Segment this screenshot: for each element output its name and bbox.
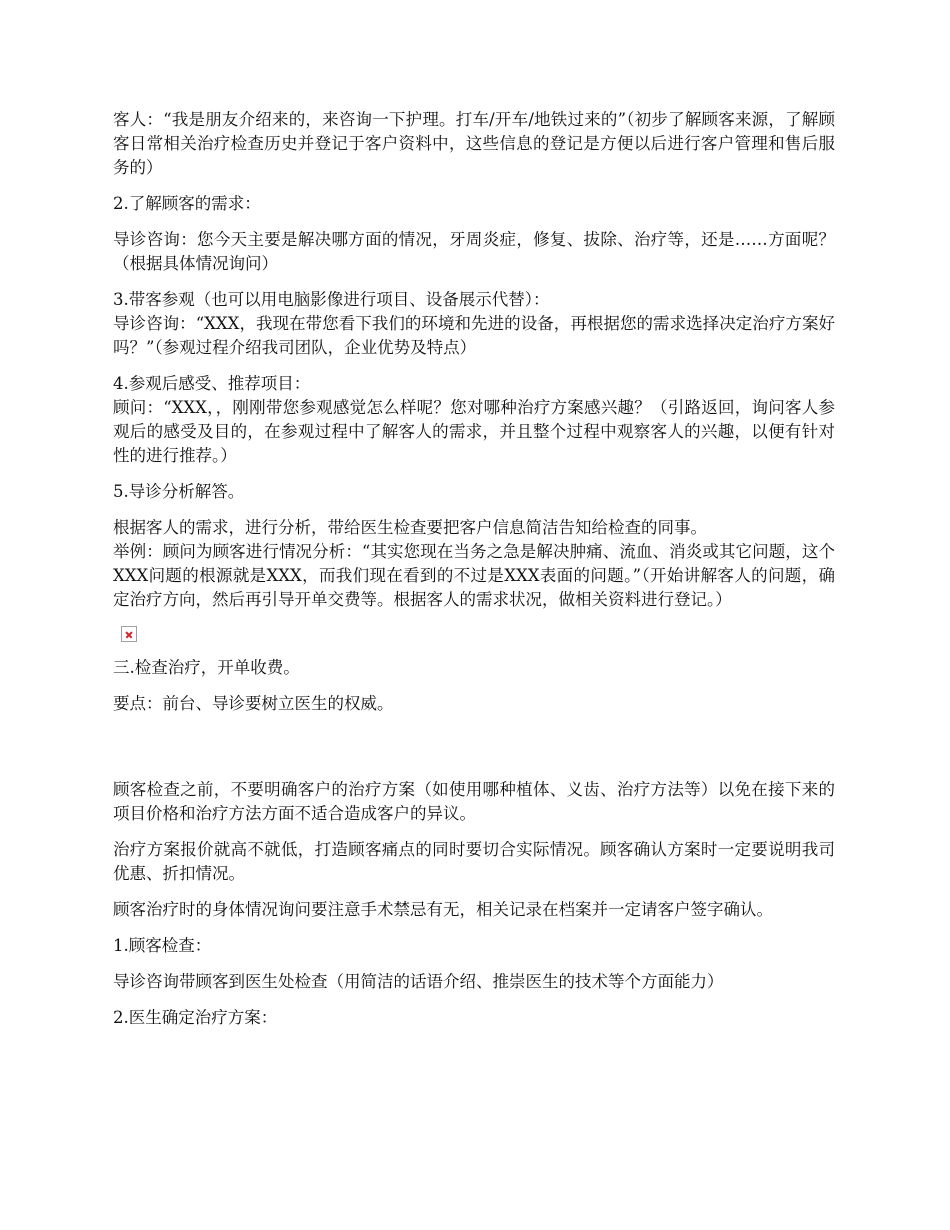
paragraph-recommend: 顾问：“XXX，，刚刚带您参观感觉怎么样呢？您对哪种治疗方案感兴趣？（引路返回，询问客人参观后的感受及目的，在参观过程中了解客人的需求，并且整个过程中观察客人的兴趣，以便有针对性的进行推荐。） <box>113 398 835 465</box>
heading-customer-exam: 1.顾客检查： <box>113 936 212 955</box>
heading-understand-needs: 2.了解顾客的需求： <box>113 194 261 213</box>
paragraph-doctor-exam: 导诊咨询带顾客到医生处检查（用简洁的话语介绍、推崇医生的技术等个方面能力） <box>113 972 724 991</box>
heading-treatment-plan: 2.医生确定治疗方案： <box>113 1008 278 1027</box>
paragraph-pricing: 治疗方案报价就高不就低，打造顾客痛点的同时要切合实际情况。顾客确认方案时一定要说明我司优惠、折扣情况。 <box>113 840 835 883</box>
paragraph-consult-needs: 导诊咨询：您今天主要是解决哪方面的情况，牙周炎症，修复、拔除、治疗等，还是……方面呢？（根据具体情况询问） <box>113 230 835 273</box>
heading-analysis: 5.导诊分析解答。 <box>113 482 245 501</box>
heading-exam-treatment: 三.检查治疗，开单收费。 <box>113 658 300 677</box>
spacer <box>113 728 835 778</box>
paragraph-analysis-example: 举例：顾问为顾客进行情况分析：“其实您现在当务之急是解决肿痛、流血、消炎或其它问题，这个XXX问题的根源就是XXX，而我们现在看到的不过是XXX表面的问题。”（开始讲解客人的问题，确定治疗方向，然后再引导开单交费等。根据客人的需求状况，做相关资料进行登记。） <box>113 542 835 609</box>
paragraph-tour-consult: 导诊咨询：“XXX，我现在带您看下我们的环境和先进的设备，再根据您的需求选择决定治疗方案好吗？”（参观过程介绍我司团队，企业优势及特点） <box>113 314 835 357</box>
paragraph-analysis-intro: 根据客人的需求，进行分析，带给医生检查要把客户信息简洁告知给检查的同事。 <box>113 518 707 537</box>
broken-image-icon <box>121 626 137 642</box>
heading-tour: 3.带客参观（也可以用电脑影像进行项目、设备展示代替）： <box>113 290 550 309</box>
heading-recommend: 4.参观后感受、推荐项目： <box>113 374 311 393</box>
paragraph-customer-intro: 客人：“我是朋友介绍来的，来咨询一下护理。打车/开车/地铁过来的”（初步了解顾客来源，了解顾客日常相关治疗检查历史并登记于客户资料中，这些信息的登记是方便以后进行客户管理和售后服务的） <box>113 110 835 177</box>
paragraph-health-check: 顾客治疗时的身体情况询问要注意手术禁忌有无，相关记录在档案并一定请客户签字确认。 <box>113 900 773 919</box>
paragraph-key-points: 要点：前台、导诊要树立医生的权威。 <box>113 694 394 713</box>
document-body <box>113 108 835 1042</box>
paragraph-before-exam: 顾客检查之前，不要明确客户的治疗方案（如使用哪种植体、义齿、治疗方法等）以免在接下来的项目价格和治疗方法方面不适合造成客户的异议。 <box>113 780 835 823</box>
